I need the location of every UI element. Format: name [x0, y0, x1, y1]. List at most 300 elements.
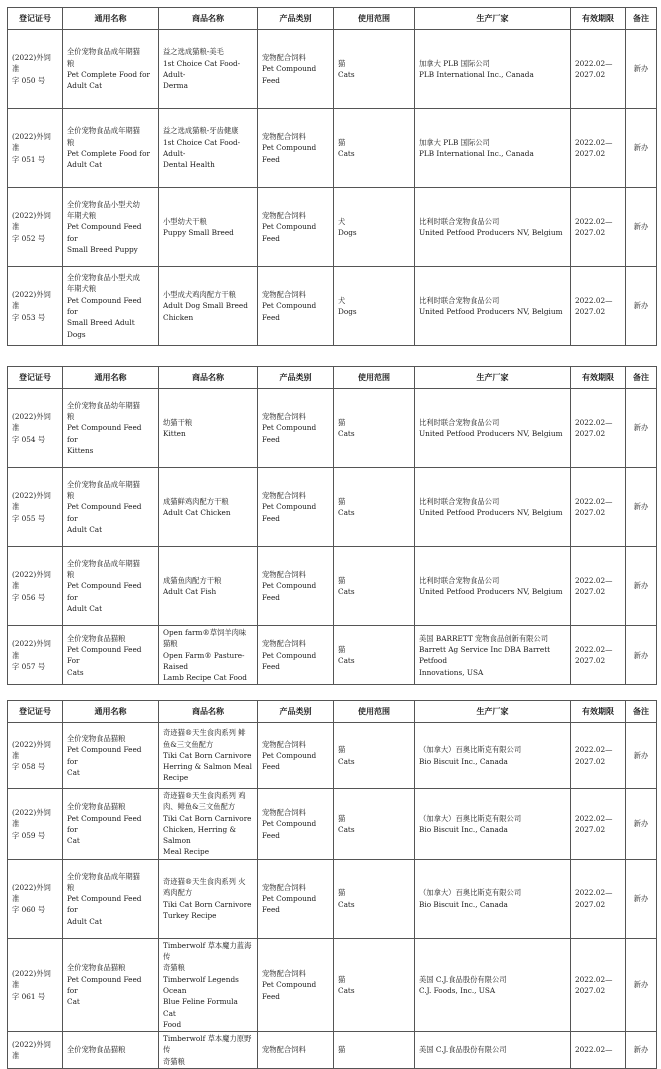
note-cell: 新办 [626, 547, 657, 626]
note-cell: 新办 [626, 938, 657, 1031]
generic-name-line: Cat [67, 997, 80, 1007]
generic-name-line: 全价宠物食品成年期猫 [67, 871, 140, 881]
category-line: Pet Compound Feed [262, 423, 317, 444]
column-header-scope: 使用范围 [334, 367, 415, 389]
reg-no-line: (2022)外饲准 [12, 882, 51, 904]
reg-no-cell [8, 389, 63, 468]
trade-name-cell [159, 859, 258, 938]
category-cell [258, 1032, 334, 1069]
scope-cell [334, 109, 415, 188]
trade-name-line: Puppy Small Breed [163, 228, 234, 237]
manufacturer-line: 比利时联合宠物食品公司 [419, 575, 500, 585]
scope-line: 猫 [338, 496, 346, 506]
trade-name-cell [159, 109, 258, 188]
reg-no-cell [8, 109, 63, 188]
generic-name-line: Pet Compound Feed for [67, 295, 142, 316]
manufacturer-line: 加拿大 PLB 国际公司 [419, 137, 490, 147]
trade-name-line: Tiki Cat Born Carnivore [163, 750, 252, 760]
trade-name-line: Open farm®草饲羊肉味猫粮 [163, 628, 247, 649]
manufacturer-line: Bio Biscuit Inc., Canada [419, 824, 508, 834]
generic-name-line: Pet Compound Feed for [67, 745, 142, 766]
generic-name-line: Pet Compound Feed For [67, 644, 142, 666]
validity-cell [571, 789, 626, 860]
manufacturer-line: 美国 BARRETT 宠物食品创新有限公司 [419, 633, 549, 643]
scope-line: Cats [338, 70, 355, 79]
note-cell: 新办 [626, 1032, 657, 1069]
reg-no-line: 字 061 号 [12, 991, 46, 1001]
category-line: 宠物配合饲料 [262, 807, 306, 817]
scope-line: Cats [338, 824, 355, 834]
category-line: 宠物配合饲料 [262, 412, 306, 422]
column-header-note: 备注 [626, 8, 657, 30]
scope-line: 猫 [338, 644, 346, 654]
reg-no-cell [8, 626, 63, 685]
generic-name-cell [63, 1032, 159, 1069]
trade-name-line: Timberwolf Legends Ocean [163, 974, 239, 995]
trade-name-line: Adult Cat Chicken [163, 508, 231, 517]
trade-name-cell [159, 938, 258, 1031]
column-header-scope: 使用范围 [334, 701, 415, 723]
note-cell: 新办 [626, 789, 657, 860]
trade-name-line: 肉、鲱鱼&三文鱼配方 [163, 802, 236, 812]
scope-line: 猫 [338, 745, 346, 755]
generic-name-line: Adult Cat [67, 603, 103, 613]
validity-line: 2027.02 [575, 307, 606, 316]
reg-no-line: 字 059 号 [12, 830, 46, 840]
generic-name-line: Pet Compound Feed for [67, 222, 142, 243]
reg-no-line: 字 051 号 [12, 154, 46, 164]
trade-name-line: 小型成犬鸡肉配方干粮 [163, 290, 236, 300]
generic-name-line: 全价宠物食品成年期猫 [67, 558, 140, 568]
manufacturer-line: United Petfood Producers NV, Belgium [419, 587, 563, 596]
scope-line: 猫 [338, 575, 346, 585]
category-cell [258, 859, 334, 938]
category-cell [258, 30, 334, 109]
trade-name-line: 成猫鲜鸡肉配方干粮 [163, 496, 229, 506]
validity-line: 2022.02— [575, 137, 613, 147]
validity-cell [571, 109, 626, 188]
generic-name-line: Pet Complete Food for [67, 149, 150, 158]
category-cell [258, 109, 334, 188]
category-line: 宠物配合饲料 [262, 739, 306, 749]
scope-line: Cats [338, 587, 355, 596]
table-row [8, 389, 657, 468]
generic-name-line: Pet Compound Feed for [67, 502, 142, 523]
manufacturer-line: 比利时联合宠物食品公司 [419, 417, 500, 427]
reg-no-line: 字 060 号 [12, 905, 46, 915]
scope-line: 犬 [338, 295, 346, 305]
column-header-manufacturer: 生产厂家 [415, 8, 571, 30]
validity-cell [571, 859, 626, 938]
reg-no-cell [8, 468, 63, 547]
trade-name-line: 奇猫粮 [163, 963, 185, 973]
scope-cell [334, 938, 415, 1031]
scope-line: Cats [338, 508, 355, 517]
manufacturer-line: Barrett Ag Service Inc DBA Barrett Petfood [419, 644, 551, 666]
validity-line: 2022.02— [575, 644, 613, 654]
category-line: 宠物配合饲料 [262, 132, 306, 142]
trade-name-line: Herring & Salmon Meal [163, 762, 252, 772]
manufacturer-line: PLB International Inc., Canada [419, 149, 534, 158]
generic-name-line: Pet Compound Feed for [67, 974, 142, 995]
reg-no-cell [8, 789, 63, 860]
trade-name-cell [159, 267, 258, 346]
manufacturer-line: United Petfood Producers NV, Belgium [419, 508, 563, 517]
column-header-validity: 有效期限 [571, 8, 626, 30]
reg-no-line: 字 058 号 [12, 762, 46, 772]
trade-name-line: 鱼&三文鱼配方 [163, 739, 214, 749]
trade-name-line: Tiki Cat Born Carnivore [163, 899, 252, 909]
category-line: Pet Compound Feed [262, 143, 317, 164]
trade-name-line: 1st Choice Cat Food-Adult- [163, 58, 241, 79]
trade-name-line: 幼猫干粮 [163, 417, 193, 427]
reg-no-line: 字 052 号 [12, 233, 46, 243]
note-cell: 新办 [626, 267, 657, 346]
trade-name-cell [159, 389, 258, 468]
scope-line: 猫 [338, 1045, 346, 1055]
manufacturer-line: Innovations, USA [419, 667, 484, 677]
validity-line: 2022.02— [575, 417, 613, 427]
manufacturer-line: United Petfood Producers NV, Belgium [419, 228, 563, 237]
category-line: Pet Compound Feed [262, 819, 317, 840]
column-header-manufacturer: 生产厂家 [415, 701, 571, 723]
scope-cell [334, 188, 415, 267]
trade-name-line: Food [163, 1019, 182, 1029]
validity-line: 2027.02 [575, 756, 606, 766]
validity-cell [571, 1032, 626, 1069]
generic-name-line: Kittens [67, 445, 94, 455]
validity-line: 2027.02 [575, 228, 606, 237]
manufacturer-cell [415, 389, 571, 468]
column-header-generic-name: 通用名称 [63, 8, 159, 30]
manufacturer-cell [415, 723, 571, 789]
validity-line: 2022.02— [575, 1045, 613, 1055]
trade-name-line: Timberwolf 草本魔力原野传 [163, 1034, 252, 1055]
validity-cell [571, 723, 626, 789]
trade-name-line: Meal Recipe [163, 847, 210, 857]
category-cell [258, 626, 334, 685]
generic-name-line: 全价宠物食品幼年期猫 [67, 400, 140, 410]
manufacturer-cell [415, 547, 571, 626]
reg-no-line: 字 055 号 [12, 513, 46, 523]
header-row [8, 367, 657, 389]
category-line: 宠物配合饲料 [262, 969, 306, 979]
manufacturer-cell [415, 109, 571, 188]
reg-no-line: (2022)外饲准 [12, 639, 51, 660]
manufacturer-line: （加拿大）百奥比斯克有限公司 [419, 813, 522, 823]
reg-no-line: (2022)外饲准 [12, 290, 51, 311]
manufacturer-line: 比利时联合宠物食品公司 [419, 216, 500, 226]
column-header-category: 产品类别 [258, 701, 334, 723]
trade-name-cell [159, 723, 258, 789]
generic-name-cell [63, 109, 159, 188]
validity-cell [571, 267, 626, 346]
trade-name-line: 奇迹猫®天生食肉系列 鸡 [163, 791, 246, 800]
table-row [8, 30, 657, 109]
manufacturer-line: Bio Biscuit Inc., Canada [419, 899, 508, 909]
trade-name-cell [159, 547, 258, 626]
trade-name-line: Lamb Recipe Cat Food [163, 673, 247, 683]
scope-cell [334, 267, 415, 346]
manufacturer-line: Bio Biscuit Inc., Canada [419, 756, 508, 766]
registration-table [7, 700, 657, 1069]
scope-line: Dogs [338, 307, 357, 316]
trade-name-line: Dental Health [163, 160, 215, 170]
manufacturer-line: （加拿大）百奥比斯克有限公司 [419, 888, 522, 898]
category-cell [258, 389, 334, 468]
generic-name-line: 粮 [67, 570, 75, 580]
generic-name-line: 全价宠物食品成年期猫 [67, 126, 140, 136]
column-header-category: 产品类别 [258, 8, 334, 30]
validity-line: 2022.02— [575, 813, 613, 823]
generic-name-line: 粮 [67, 882, 75, 892]
registration-table [7, 366, 657, 685]
trade-name-line: Chicken, Herring & Salmon [163, 824, 236, 846]
category-line: 宠物配合饲料 [262, 639, 306, 649]
scope-cell [334, 30, 415, 109]
table-row [8, 859, 657, 938]
generic-name-cell [63, 723, 159, 789]
scope-line: Cats [338, 429, 355, 438]
scope-line: Dogs [338, 228, 357, 237]
reg-no-cell [8, 267, 63, 346]
generic-name-line: Pet Compound Feed for [67, 423, 142, 444]
column-header-scope: 使用范围 [334, 8, 415, 30]
generic-name-cell [63, 267, 159, 346]
header-row [8, 701, 657, 723]
manufacturer-line: 美国 C.J.食品股份有限公司 [419, 1045, 507, 1055]
generic-name-line: Small Breed Adult Dogs [67, 318, 135, 339]
manufacturer-line: 加拿大 PLB 国际公司 [419, 58, 490, 68]
scope-line: 犬 [338, 216, 346, 226]
reg-no-line: (2022)外饲准 [12, 491, 51, 512]
generic-name-line: Pet Compound Feed for [67, 813, 142, 834]
table-row [8, 938, 657, 1031]
table-row [8, 1032, 657, 1069]
manufacturer-cell [415, 789, 571, 860]
scope-cell [334, 626, 415, 685]
column-header-generic-name: 通用名称 [63, 367, 159, 389]
validity-cell [571, 626, 626, 685]
category-line: Pet Compound Feed [262, 222, 317, 243]
generic-name-line: Adult Cat [67, 160, 103, 170]
reg-no-line: 字 054 号 [12, 434, 46, 444]
category-cell [258, 267, 334, 346]
validity-cell [571, 938, 626, 1031]
column-header-validity: 有效期限 [571, 701, 626, 723]
validity-line: 2027.02 [575, 985, 606, 995]
reg-no-cell [8, 547, 63, 626]
trade-name-line: Turkey Recipe [163, 911, 217, 921]
trade-name-cell [159, 468, 258, 547]
manufacturer-line: C.J. Foods, Inc., USA [419, 985, 496, 995]
trade-name-cell [159, 626, 258, 685]
scope-cell [334, 547, 415, 626]
column-header-trade-name: 商品名称 [159, 701, 258, 723]
validity-line: 2022.02— [575, 496, 613, 506]
category-cell [258, 468, 334, 547]
column-header-validity: 有效期限 [571, 367, 626, 389]
trade-name-cell [159, 789, 258, 860]
note-cell: 新办 [626, 468, 657, 547]
column-header-manufacturer: 生产厂家 [415, 367, 571, 389]
scope-cell [334, 723, 415, 789]
category-cell [258, 547, 334, 626]
column-header-trade-name: 商品名称 [159, 367, 258, 389]
note-cell: 新办 [626, 188, 657, 267]
validity-line: 2027.02 [575, 587, 606, 596]
validity-cell [571, 188, 626, 267]
generic-name-cell [63, 626, 159, 685]
generic-name-line: 全价宠物食品猫粮 [67, 1045, 126, 1055]
generic-name-line: Adult Cat [67, 524, 103, 534]
category-line: 宠物配合饲料 [262, 1045, 306, 1055]
generic-name-line: 粮 [67, 412, 75, 422]
note-cell: 新办 [626, 109, 657, 188]
note-cell: 新办 [626, 389, 657, 468]
column-header-reg-no: 登记证号 [8, 701, 63, 723]
validity-cell [571, 468, 626, 547]
validity-line: 2022.02— [575, 745, 613, 755]
generic-name-line: 全价宠物食品成年期猫 [67, 47, 140, 57]
generic-name-line: 全价宠物食品成年期猫 [67, 479, 140, 489]
table-row [8, 468, 657, 547]
table-row [8, 267, 657, 346]
generic-name-line: Small Breed Puppy [67, 244, 138, 254]
reg-no-line: (2022)外饲准 [12, 1039, 51, 1061]
generic-name-cell [63, 389, 159, 468]
manufacturer-line: United Petfood Producers NV, Belgium [419, 429, 563, 438]
generic-name-line: Pet Complete Food for [67, 70, 150, 79]
category-line: Pet Compound Feed [262, 64, 317, 85]
column-header-note: 备注 [626, 367, 657, 389]
reg-no-cell [8, 30, 63, 109]
category-line: Pet Compound Feed [262, 650, 317, 671]
reg-no-cell [8, 938, 63, 1031]
trade-name-line: Timberwolf 草本魔力蓝海传 [163, 940, 252, 962]
header-row [8, 8, 657, 30]
category-line: Pet Compound Feed [262, 502, 317, 523]
reg-no-cell [8, 723, 63, 789]
validity-line: 2022.02— [575, 58, 613, 68]
reg-no-line: (2022)外饲准 [12, 570, 51, 591]
generic-name-line: 粮 [67, 58, 75, 68]
scope-line: Cats [338, 899, 355, 909]
scope-line: Cats [338, 656, 355, 666]
note-cell: 新办 [626, 723, 657, 789]
manufacturer-line: 比利时联合宠物食品公司 [419, 295, 500, 305]
generic-name-line: Pet Compound Feed for [67, 581, 142, 602]
reg-no-cell [8, 188, 63, 267]
trade-name-line: 奇迹猫®天生食肉系列 火 [163, 877, 246, 887]
generic-name-line: 粮 [67, 137, 75, 147]
trade-name-line: Adult Dog Small Breed [163, 301, 248, 311]
validity-line: 2022.02— [575, 575, 613, 585]
generic-name-cell [63, 30, 159, 109]
scope-line: Cats [338, 985, 355, 995]
scope-cell [334, 389, 415, 468]
reg-no-line: 字 053 号 [12, 312, 46, 322]
category-cell [258, 789, 334, 860]
scope-cell [334, 468, 415, 547]
table-row [8, 626, 657, 685]
manufacturer-cell [415, 1032, 571, 1069]
generic-name-line: 粮 [67, 491, 75, 501]
scope-line: 猫 [338, 974, 346, 984]
category-cell [258, 723, 334, 789]
manufacturer-cell [415, 626, 571, 685]
scope-line: 猫 [338, 888, 346, 898]
trade-name-line: 益之选成猫粮-美毛 [163, 47, 224, 57]
category-cell [258, 188, 334, 267]
generic-name-cell [63, 859, 159, 938]
trade-name-line: Derma [163, 81, 188, 91]
validity-line: 2027.02 [575, 656, 606, 666]
generic-name-line: Adult Cat [67, 81, 103, 91]
generic-name-line: 年期犬粮 [67, 284, 97, 294]
column-header-trade-name: 商品名称 [159, 8, 258, 30]
category-line: 宠物配合饲料 [262, 570, 306, 580]
validity-cell [571, 389, 626, 468]
validity-line: 2027.02 [575, 508, 606, 517]
scope-line: 猫 [338, 58, 346, 68]
scope-line: Cats [338, 756, 355, 766]
validity-line: 2027.02 [575, 70, 606, 79]
category-line: Pet Compound Feed [262, 750, 317, 772]
table-row [8, 723, 657, 789]
reg-no-line: 字 057 号 [12, 661, 46, 671]
generic-name-line: 全价宠物食品猫粮 [67, 963, 126, 973]
category-line: Pet Compound Feed [262, 980, 317, 1001]
category-line: 宠物配合饲料 [262, 491, 306, 501]
trade-name-cell [159, 188, 258, 267]
trade-name-line: Recipe [163, 773, 189, 783]
reg-no-cell [8, 1032, 63, 1069]
generic-name-line: Cat [67, 767, 80, 777]
reg-no-cell [8, 859, 63, 938]
generic-name-cell [63, 547, 159, 626]
column-header-reg-no: 登记证号 [8, 8, 63, 30]
category-line: 宠物配合饲料 [262, 290, 306, 300]
column-header-note: 备注 [626, 701, 657, 723]
scope-line: 猫 [338, 813, 346, 823]
trade-name-line: 益之选成猫粮-牙齿健康 [163, 126, 239, 136]
trade-name-line: Blue Feline Formula Cat [163, 997, 238, 1018]
manufacturer-line: 比利时联合宠物食品公司 [419, 496, 500, 506]
validity-cell [571, 30, 626, 109]
generic-name-cell [63, 188, 159, 267]
column-header-category: 产品类别 [258, 367, 334, 389]
manufacturer-cell [415, 859, 571, 938]
validity-line: 2022.02— [575, 216, 613, 226]
scope-line: 猫 [338, 137, 346, 147]
generic-name-line: 全价宠物食品小型犬幼 [67, 199, 140, 209]
trade-name-cell [159, 1032, 258, 1069]
table-row [8, 109, 657, 188]
registration-table [7, 7, 657, 346]
manufacturer-cell [415, 267, 571, 346]
trade-name-line: Tiki Cat Born Carnivore [163, 813, 252, 823]
table-row [8, 188, 657, 267]
trade-name-line: 鸡肉配方 [163, 888, 193, 898]
scope-line: Cats [338, 149, 355, 158]
validity-cell [571, 547, 626, 626]
reg-no-line: 字 050 号 [12, 75, 46, 85]
trade-name-line: Chicken [163, 312, 194, 322]
table-row [8, 789, 657, 860]
note-cell: 新办 [626, 30, 657, 109]
manufacturer-cell [415, 30, 571, 109]
